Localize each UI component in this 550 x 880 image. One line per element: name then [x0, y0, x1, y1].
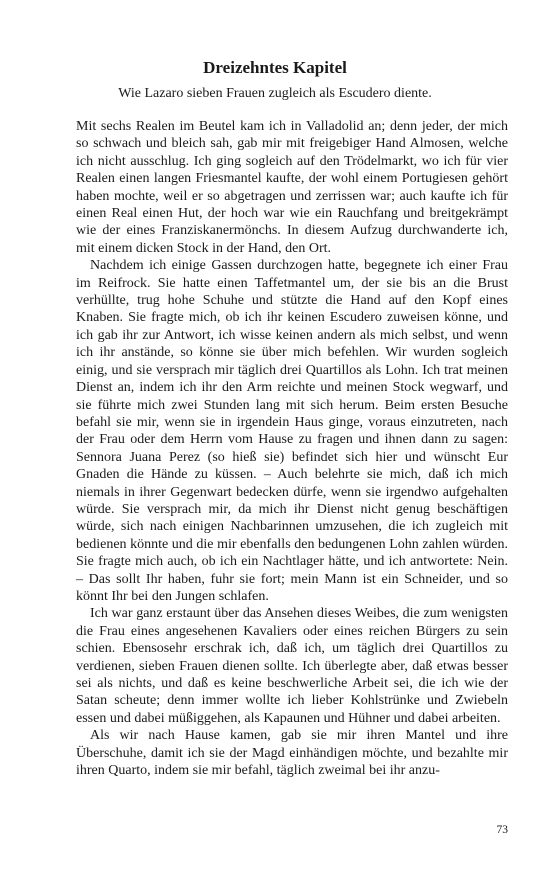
paragraph-1: Mit sechs Realen im Beutel kam ich in Valladolid an; denn jeder, der mich so schwach und bleich sah, gab mir mit freigebiger Hand Almosen, welche ich nicht ausschlug. Ich ging sogleich auf den Trödelmarkt, wo ich für vier Realen einen langen Friesmantel kaufte, der wohl einem Portugiesen gehört haben mochte, weil er so abgetragen und zerrissen war; auch kaufte ich für einen Real einen Hut, der hoch war wie ein Rauchfang und breitgekrämpt wie der eines Franziskanermönchs. In diesem Aufzug durchwanderte ich, mit einem dicken Stock in der Hand, den Ort. — [76, 119, 508, 256]
body-text — [76, 118, 508, 779]
chapter-subtitle: Wie Lazaro sieben Frauen zugleich als Escudero diente. — [118, 86, 432, 101]
paragraph-2: Nachdem ich einige Gassen durchzogen hatte, begegnete ich einer Frau im Reifrock. Sie hatte einen Taffetmantel um, der sie bis an die Brust verhüllte, trug hohe Schuhe und stützte die Hand auf den Kopf eines Knaben. Sie fragte mich, ob ich ihr keinen Escudero zuweisen könne, und ich gab ihr zur Antwort, ich wisse keinen andern als mich selbst, und wenn ich ihr anstände, so könne sie über mich befehlen. Wir wurden sogleich einig, und sie versprach mir täglich drei Quartillos als Lohn. Ich trat meinen Dienst an, indem ich ihr den Arm reichte und meinen Stock wegwarf, und sie führte mich zwei Stunden lang mit sich herum. Beim ersten Besuche befahl sie mir, wenn sie in irgendein Haus ginge, voraus einzutreten, nach der Frau oder dem Herrn vom Hause zu fragen und ihnen dann zu sagen: Sennora Juana Perez (so hieß sie) befindet sich hier und wünscht Eur Gnaden die Hände zu küssen. – Auch belehrte sie mich, daß ich mich niemals in ihrer Gegenwart bedecken dürfe, wenn sie irgendwo aufgehalten würde. Sie versprach mir, da mich ihr Dienst nicht genug beschäftigen würde, sich nach einigen Nachbarinnen umzusehen, die ich zugleich mit bedienen könnte und die mir ebenfalls den bedungenen Lohn zahlen würden. Sie fragte mich auch, ob ich ein Nachtlager hätte, und ich antwortete: Nein. – Das sollt Ihr haben, fuhr sie fort; mein Mann ist ein Schneider, und so könnt Ihr bei den Jungen schlafen. — [76, 258, 508, 604]
paragraph-3: Ich war ganz erstaunt über das Ansehen dieses Weibes, die zum wenigsten die Frau eines angesehenen Kavaliers oder eines reichen Bürgers zu sein schien. Ebensosehr erschrak ich, daß ich, um täglich drei Quartillos zu verdienen, sieben Frauen dienen sollte. Ich überlegte aber, daß etwas besser sei als nichts, und daß es keine beschwerliche Arbeit sei, die ich wie der Satan scheute; denn immer wollte ich lieber Kohlstrünke und Zwiebeln essen und dabei müßiggehen, als Kapaunen und Hühner und dabei arbeiten. — [76, 606, 508, 726]
page-number: 73 — [496, 824, 508, 836]
chapter-title: Dreizehntes Kapitel — [203, 58, 347, 77]
paragraph-4: Als wir nach Hause kamen, gab sie mir ihren Mantel und ihre Überschuhe, damit ich sie der Magd einhändigen möchte, und bezahlte mir ihren Quarto, indem sie mir befahl, täglich zweimal bei ihr anzu- — [76, 728, 508, 779]
